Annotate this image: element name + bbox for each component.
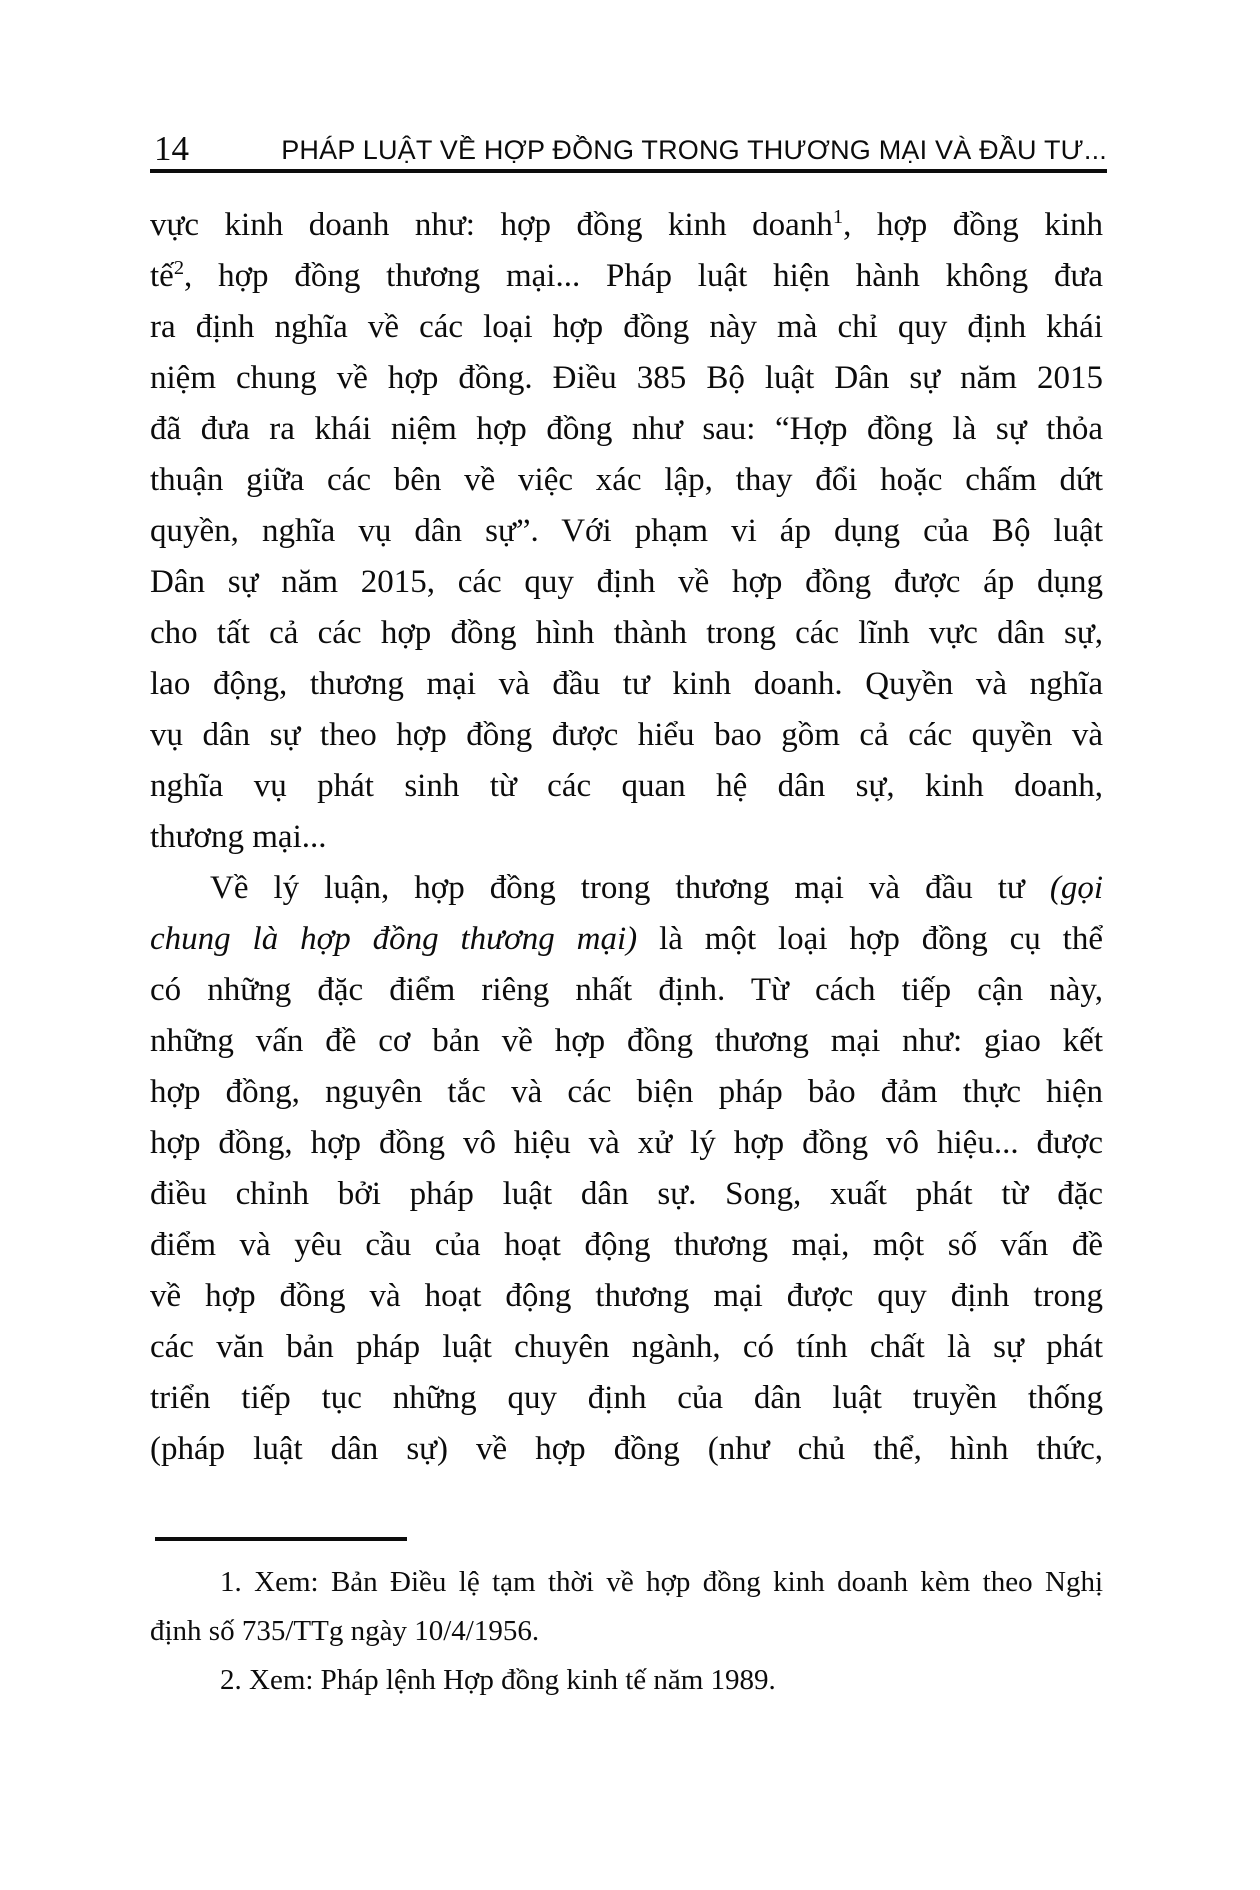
- body-text: [150, 200, 1103, 1475]
- text-line: triển tiếp tục những quy định của dân luật truyền thống: [150, 1380, 1103, 1416]
- footnote-line: định số 735/TTg ngày 10/4/1956.: [150, 1615, 540, 1647]
- text-line: lao động, thương mại và đầu tư kinh doanh. Quyền và nghĩa: [150, 666, 1103, 702]
- text-line: thuận giữa các bên về việc xác lập, thay đổi hoặc chấm dứt: [150, 462, 1103, 498]
- text-line: về hợp đồng và hoạt động thương mại được quy định trong: [150, 1278, 1103, 1314]
- text-line: vụ dân sự theo hợp đồng được hiểu bao gồm cả các quyền và: [150, 717, 1103, 753]
- text-line: hợp đồng, nguyên tắc và các biện pháp bảo đảm thực hiện: [150, 1074, 1103, 1110]
- paragraph: [150, 863, 1103, 1475]
- footnote-item: [150, 1558, 1103, 1656]
- text-line: nghĩa vụ phát sinh từ các quan hệ dân sự, kinh doanh,: [150, 768, 1103, 804]
- text-line: Về lý luận, hợp đồng trong thương mại và đầu tư (gọi: [210, 870, 1103, 906]
- text-line: niệm chung về hợp đồng. Điều 385 Bộ luật Dân sự năm 2015: [150, 360, 1103, 396]
- footnote-reference: 2: [173, 257, 185, 279]
- text-line: Dân sự năm 2015, các quy định về hợp đồng được áp dụng: [150, 564, 1103, 600]
- text-line: ra định nghĩa về các loại hợp đồng này mà chỉ quy định khái: [150, 309, 1103, 345]
- footnote-reference: 1: [832, 206, 844, 228]
- text-line: những vấn đề cơ bản về hợp đồng thương mại như: giao kết: [150, 1023, 1103, 1059]
- text-line: vực kinh doanh như: hợp đồng kinh doanh$^1$, hợp đồng kinh: [150, 206, 1104, 243]
- header-rule: [150, 169, 1107, 173]
- page-number: 14: [154, 129, 189, 168]
- text-line: quyền, nghĩa vụ dân sự”. Với phạm vi áp dụng của Bộ luật: [150, 513, 1103, 549]
- text-line: điểm và yêu cầu của hoạt động thương mại, một số vấn đề: [150, 1227, 1103, 1263]
- footnote-separator: [155, 1537, 407, 1541]
- text-line: các văn bản pháp luật chuyên ngành, có tính chất là sự phát: [150, 1329, 1103, 1365]
- footnotes: [150, 1558, 1103, 1705]
- text-line: điều chỉnh bởi pháp luật dân sự. Song, xuất phát từ đặc: [150, 1176, 1103, 1212]
- footnote-line: 1. Xem: Bản Điều lệ tạm thời về hợp đồng kinh doanh kèm theo Nghị: [220, 1566, 1103, 1598]
- footnote-line: 2. Xem: Pháp lệnh Hợp đồng kinh tế năm 1989.: [220, 1664, 776, 1696]
- text-line: thương mại...: [150, 819, 327, 855]
- running-title: PHÁP LUẬT VỀ HỢP ĐỒNG TRONG THƯƠNG MẠI VÀ ĐẦU TƯ...: [281, 135, 1107, 165]
- text-line: (pháp luật dân sự) về hợp đồng (như chủ thể, hình thức,: [150, 1431, 1103, 1467]
- paragraph: [150, 200, 1103, 863]
- footnote-item: [150, 1656, 1103, 1705]
- text-line: đã đưa ra khái niệm hợp đồng như sau: “Hợp đồng là sự thỏa: [150, 411, 1103, 447]
- text-line: chung là hợp đồng thương mại) là một loại hợp đồng cụ thể: [150, 921, 1103, 957]
- text-line: hợp đồng, hợp đồng vô hiệu và xử lý hợp đồng vô hiệu... được: [150, 1125, 1103, 1161]
- text-line: cho tất cả các hợp đồng hình thành trong các lĩnh vực dân sự,: [150, 615, 1103, 651]
- running-header: [150, 124, 1107, 166]
- text-line: tế$^2$, hợp đồng thương mại... Pháp luật hiện hành không đưa: [150, 257, 1103, 294]
- text-line: có những đặc điểm riêng nhất định. Từ cách tiếp cận này,: [150, 972, 1103, 1008]
